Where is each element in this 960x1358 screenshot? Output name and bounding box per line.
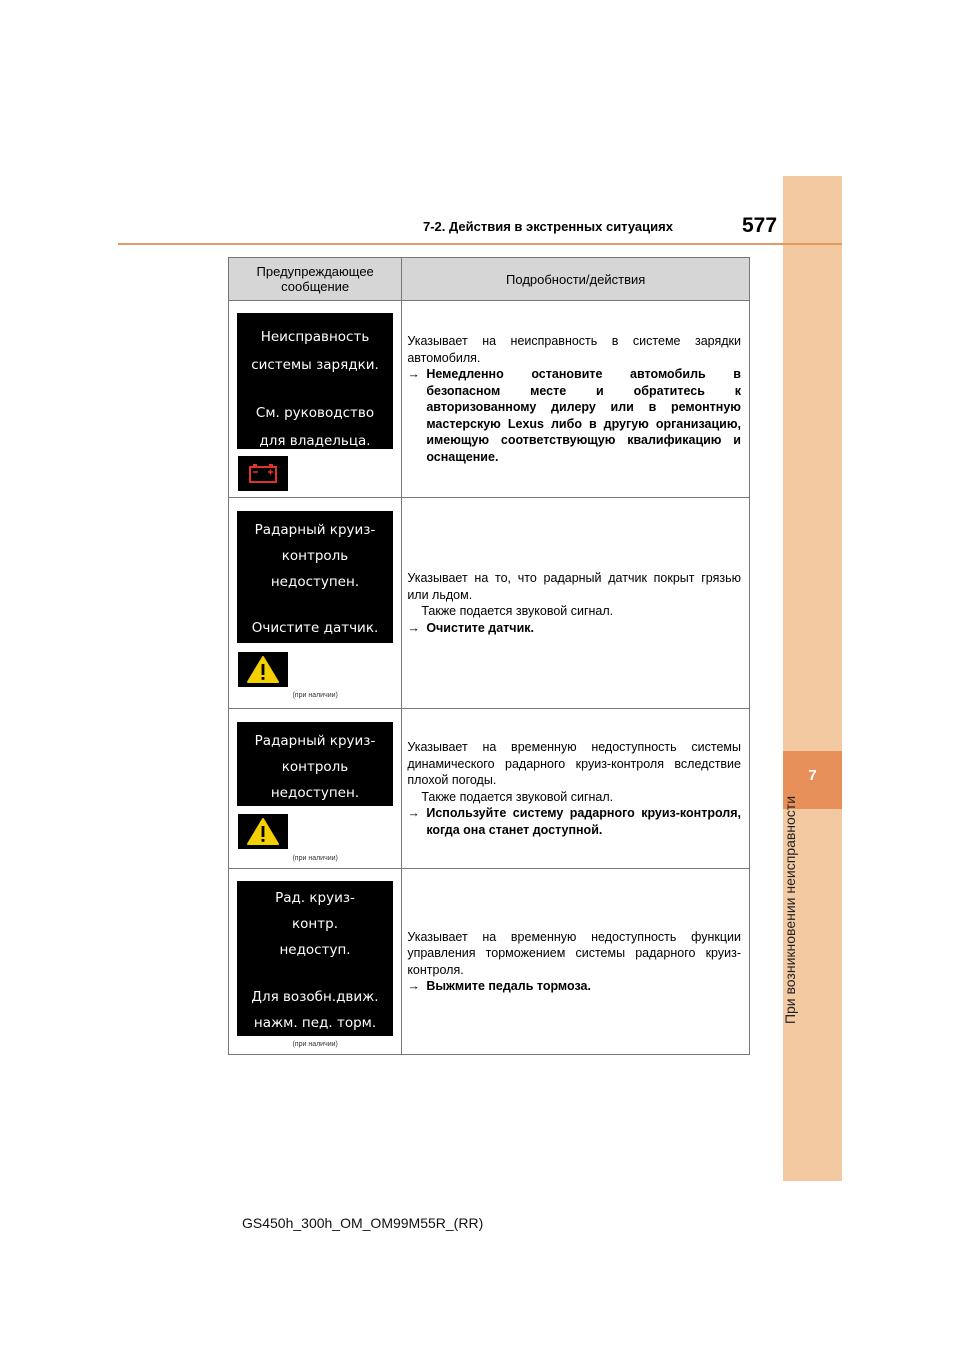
display-line: нажм. пед. торм. <box>253 1015 377 1031</box>
arrow-icon: → <box>407 620 420 635</box>
chapter-number: 7 <box>808 767 817 784</box>
details-intro: Указывает на то, что радарный датчик покрыт грязью или льдом. <box>407 571 741 602</box>
action-text: Очистите датчик. <box>426 620 534 635</box>
action-text: Немедленно остановите автомобиль в безопасном месте и обратитесь к авторизованному дилеру или в ремонтную мастерскую Lexus либо в другую организацию, имеющую соответствующую квалификацию и оснащение. <box>426 367 741 464</box>
message-cell <box>229 709 402 869</box>
message-cell <box>229 301 402 498</box>
display-screen <box>237 881 393 1036</box>
display-screen <box>237 511 393 643</box>
display-line: недоступ. <box>279 942 351 958</box>
section-title: 7-2. Действия в экстренных ситуациях <box>423 219 673 234</box>
details-extra: Также подается звуковой сигнал. <box>421 789 614 804</box>
battery-icon <box>238 456 288 491</box>
availability-note: (при наличии) <box>292 855 338 862</box>
table-row <box>229 498 750 709</box>
warning-triangle-icon <box>238 652 288 687</box>
action-text: Используйте систему радарного круиз-контроля, когда она станет доступной. <box>426 806 741 837</box>
display-screen <box>237 722 393 806</box>
details-intro: Указывает на временную недоступность функции управления торможением системы радарного круиз-контроля. <box>407 929 741 977</box>
display-line: недоступен. <box>270 785 360 801</box>
table-header-row <box>229 258 750 301</box>
arrow-icon: → <box>407 367 420 381</box>
display-line: системы зарядки. <box>251 357 379 373</box>
display-line: Очистите датчик. <box>251 620 379 636</box>
message-cell <box>229 869 402 1055</box>
display-line: недоступен. <box>270 574 360 590</box>
display-line: для владельца. <box>259 433 371 449</box>
display-line: Радарный круиз- <box>254 522 376 538</box>
action-item <box>407 978 741 995</box>
display-line: Для возобн.движ. <box>251 989 379 1005</box>
action-item <box>407 805 741 838</box>
table-row <box>229 709 750 869</box>
action-item <box>407 366 741 465</box>
display-line: Радарный круиз- <box>254 733 376 749</box>
table-row <box>229 301 750 498</box>
details-cell <box>402 301 750 498</box>
details-cell <box>402 709 750 869</box>
display-line: контроль <box>281 548 349 564</box>
page-number: 577 <box>742 214 778 237</box>
chapter-title: При возникновении неисправности <box>782 795 798 1025</box>
col-header-details: Подробности/действия <box>402 258 750 301</box>
col-header-message: Предупреждающее сообщение <box>229 258 402 301</box>
arrow-icon: → <box>407 979 420 993</box>
display-screen <box>237 313 393 449</box>
document-code: GS450h_300h_OM_OM99M55R_(RR) <box>242 1215 484 1231</box>
header-divider <box>118 243 842 245</box>
details-cell <box>402 498 750 709</box>
display-line: контр. <box>292 916 338 932</box>
availability-note: (при наличии) <box>292 1041 338 1048</box>
details-extra: Также подается звуковой сигнал. <box>421 604 614 618</box>
details-intro: Указывает на временную недоступность системы динамического радарного круиз-контроля вследствие плохой погоды. <box>407 740 741 787</box>
action-item <box>407 620 741 637</box>
display-line: См. руководство <box>255 405 375 421</box>
action-text: Выжмите педаль тормоза. <box>426 979 591 993</box>
arrow-icon: → <box>407 806 420 820</box>
warning-message-table <box>228 257 750 1055</box>
availability-note: (при наличии) <box>292 692 338 699</box>
display-line: Неисправность <box>260 329 370 345</box>
details-intro: Указывает на неисправность в системе зарядки автомобиля. <box>407 334 741 365</box>
warning-triangle-icon <box>238 814 288 849</box>
display-line: контроль <box>281 759 349 775</box>
table-row <box>229 869 750 1055</box>
display-line: Рад. круиз- <box>275 890 355 906</box>
message-cell <box>229 498 402 709</box>
details-cell <box>402 869 750 1055</box>
